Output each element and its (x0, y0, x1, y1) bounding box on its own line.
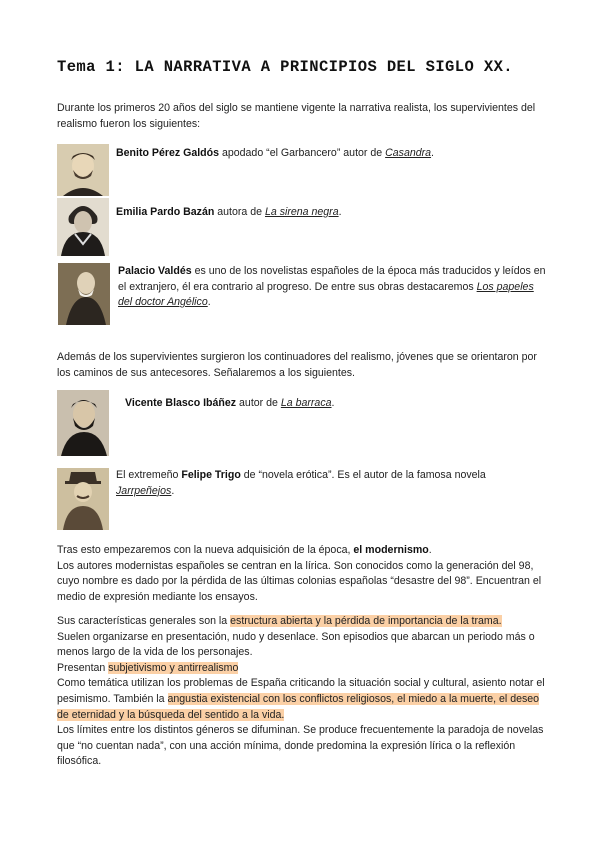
modernismo-paragraph: Los autores modernistas españoles se centran en la lírica. Son conocidos como la generación del 98, cuyo nombre es dado por la pérdida de las últimas colonias españolas “desastre del 98”. Encuentran el medio de expresión mediante los ensayos. (57, 559, 542, 603)
work-title[interactable]: Los papeles del doctor Angélico (118, 280, 534, 309)
author-name: Palacio Valdés (118, 265, 192, 277)
highlight: subjetivismo y antirrealismo (108, 661, 239, 674)
author-palacio-valdes: Palacio Valdés es uno de los novelistas españoles de la época más traducidos y leídos en el extranjero, él era contrario al progreso. De entre sus obras destacaremos Los papeles del doctor Angélico. (118, 265, 546, 309)
author-galdos: Benito Pérez Galdós apodado “el Garbancero” autor de Casandra. (116, 147, 434, 159)
caracteristicas-section (57, 614, 547, 770)
highlight: angustia existencial con los conflictos religiosos, el miedo a la muerte, el deseo de eternidad y la búsqueda del sentido a la vida. (57, 692, 540, 721)
caracteristicas-paragraph: Suelen organizarse en presentación, nudo y desenlace. Son episodios que abarcan un periodo más o menos largo de la vida de los personajes. (57, 630, 535, 659)
palacio-valdes-portrait (58, 263, 110, 325)
tematica-paragraph: Como temática utilizan los problemas de España criticando la situación social y cultural, asiento notar el pesimismo. También la angustia existencial con los conflictos religiosos, el miedo a la muerte, el deseo de eternidad y la búsqueda del sentido a la vida. (57, 677, 545, 721)
author-felipe-trigo: El extremeño Felipe Trigo de “novela erótica”. Es el autor de la famosa novela Jarrpeñejos. (116, 469, 486, 497)
author-name: Felipe Trigo (181, 469, 241, 481)
work-title[interactable]: Jarrpeñejos (116, 484, 172, 497)
pardo-bazan-portrait (57, 198, 109, 256)
presentan-line: Presentan subjetivismo y antirrealismo (57, 661, 239, 674)
author-name: Emilia Pardo Bazán (116, 206, 215, 218)
blasco-ibanez-portrait (57, 390, 109, 456)
author-pardo-bazan: Emilia Pardo Bazán autora de La sirena negra. (116, 206, 342, 218)
modernismo-section (57, 543, 547, 605)
document-title: Tema 1: LA NARRATIVA A PRINCIPIOS DEL SIGLO XX. (57, 58, 513, 76)
galdos-portrait (57, 144, 109, 196)
author-name: Vicente Blasco Ibáñez (125, 397, 237, 409)
author-blasco-ibanez: Vicente Blasco Ibáñez autor de La barraca. (125, 397, 335, 409)
work-title[interactable]: La sirena negra (264, 206, 339, 218)
modernismo-intro: Tras esto empezaremos con la nueva adquisición de la época, el modernismo. (57, 544, 432, 556)
felipe-trigo-portrait (57, 468, 109, 530)
limites-paragraph: Los límites entre los distintos géneros se difuminan. Se produce frecuentemente la paradoja de novelas que “no cuentan nada”, con una acción mínima, donde predomina la expresión lírica o la reflexión filosófica. (57, 724, 544, 768)
author-name: Benito Pérez Galdós (116, 147, 220, 159)
highlight: estructura abierta y la pérdida de importancia de la trama. (230, 615, 502, 627)
continuadores-paragraph: Además de los supervivientes surgieron los continuadores del realismo, jóvenes que se orientaron por los caminos de sus antecesores. Señalaremos a los siguientes. (57, 351, 537, 379)
work-title[interactable]: Casandra (385, 147, 432, 159)
work-title[interactable]: La barraca (280, 397, 332, 409)
caracteristicas-line: Sus características generales son la estructura abierta y la pérdida de importancia de la trama. (57, 615, 502, 627)
intro-paragraph: Durante los primeros 20 años del siglo se mantiene vigente la narrativa realista, los supervivientes del realismo fueron los siguientes: (57, 102, 536, 130)
